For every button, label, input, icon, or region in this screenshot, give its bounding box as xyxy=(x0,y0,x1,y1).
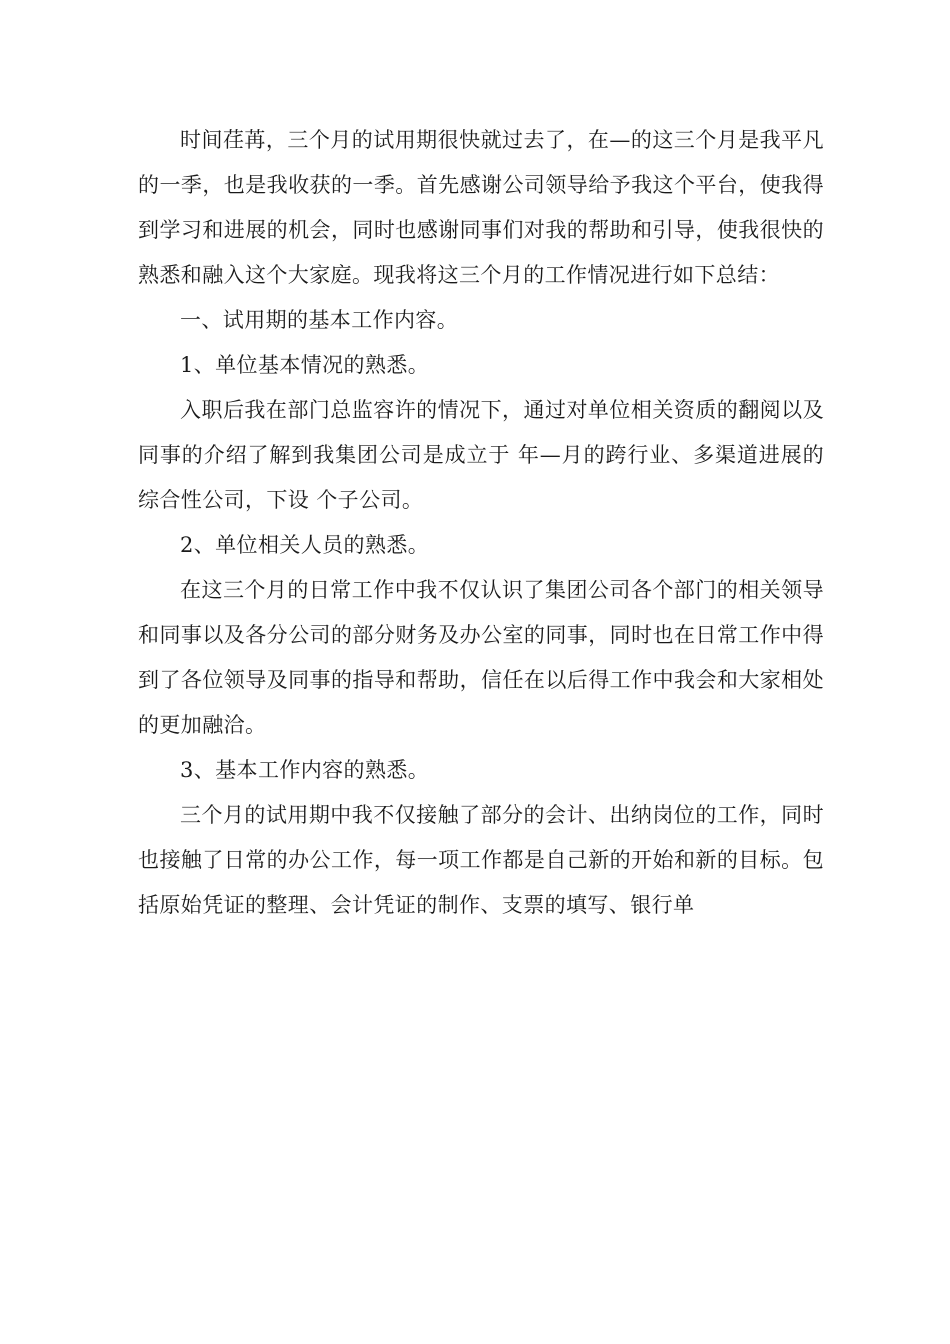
paragraph-intro: 时间荏苒，三个月的试用期很快就过去了，在—的这三个月是我平凡的一季，也是我收获的一季。首先感谢公司领导给予我这个平台，使我得到学习和进展的机会，同时也感谢同事们对我的帮助和引导，使我很快的熟悉和融入这个大家庭。现我将这三个月的工作情况进行如下总结： xyxy=(138,128,824,287)
subheading-2: 2、单位相关人员的熟悉。 xyxy=(180,533,430,557)
heading-section-1: 一、试用期的基本工作内容。 xyxy=(180,308,459,332)
paragraph-2: 在这三个月的日常工作中我不仅认识了集团公司各个部门的相关领导和同事以及各分公司的部分财务及办公室的同事，同时也在日常工作中得到了各位领导及同事的指导和帮助，信任在以后得工作中我会和大家相处的更加融洽。 xyxy=(138,578,824,737)
paragraph-3: 三个月的试用期中我不仅接触了部分的会计、出纳岗位的工作，同时也接触了日常的办公工作，每一项工作都是自己新的开始和新的目标。包括原始凭证的整理、会计凭证的制作、支票的填写、银行单 xyxy=(138,803,824,917)
document-body xyxy=(138,118,824,928)
subheading-3: 3、基本工作内容的熟悉。 xyxy=(180,758,430,782)
subheading-1: 1、单位基本情况的熟悉。 xyxy=(180,353,430,377)
paragraph-1: 入职后我在部门总监容许的情况下，通过对单位相关资质的翻阅以及同事的介绍了解到我集团公司是成立于 年—月的跨行业、多渠道进展的综合性公司，下设 个子公司。 xyxy=(138,398,824,512)
